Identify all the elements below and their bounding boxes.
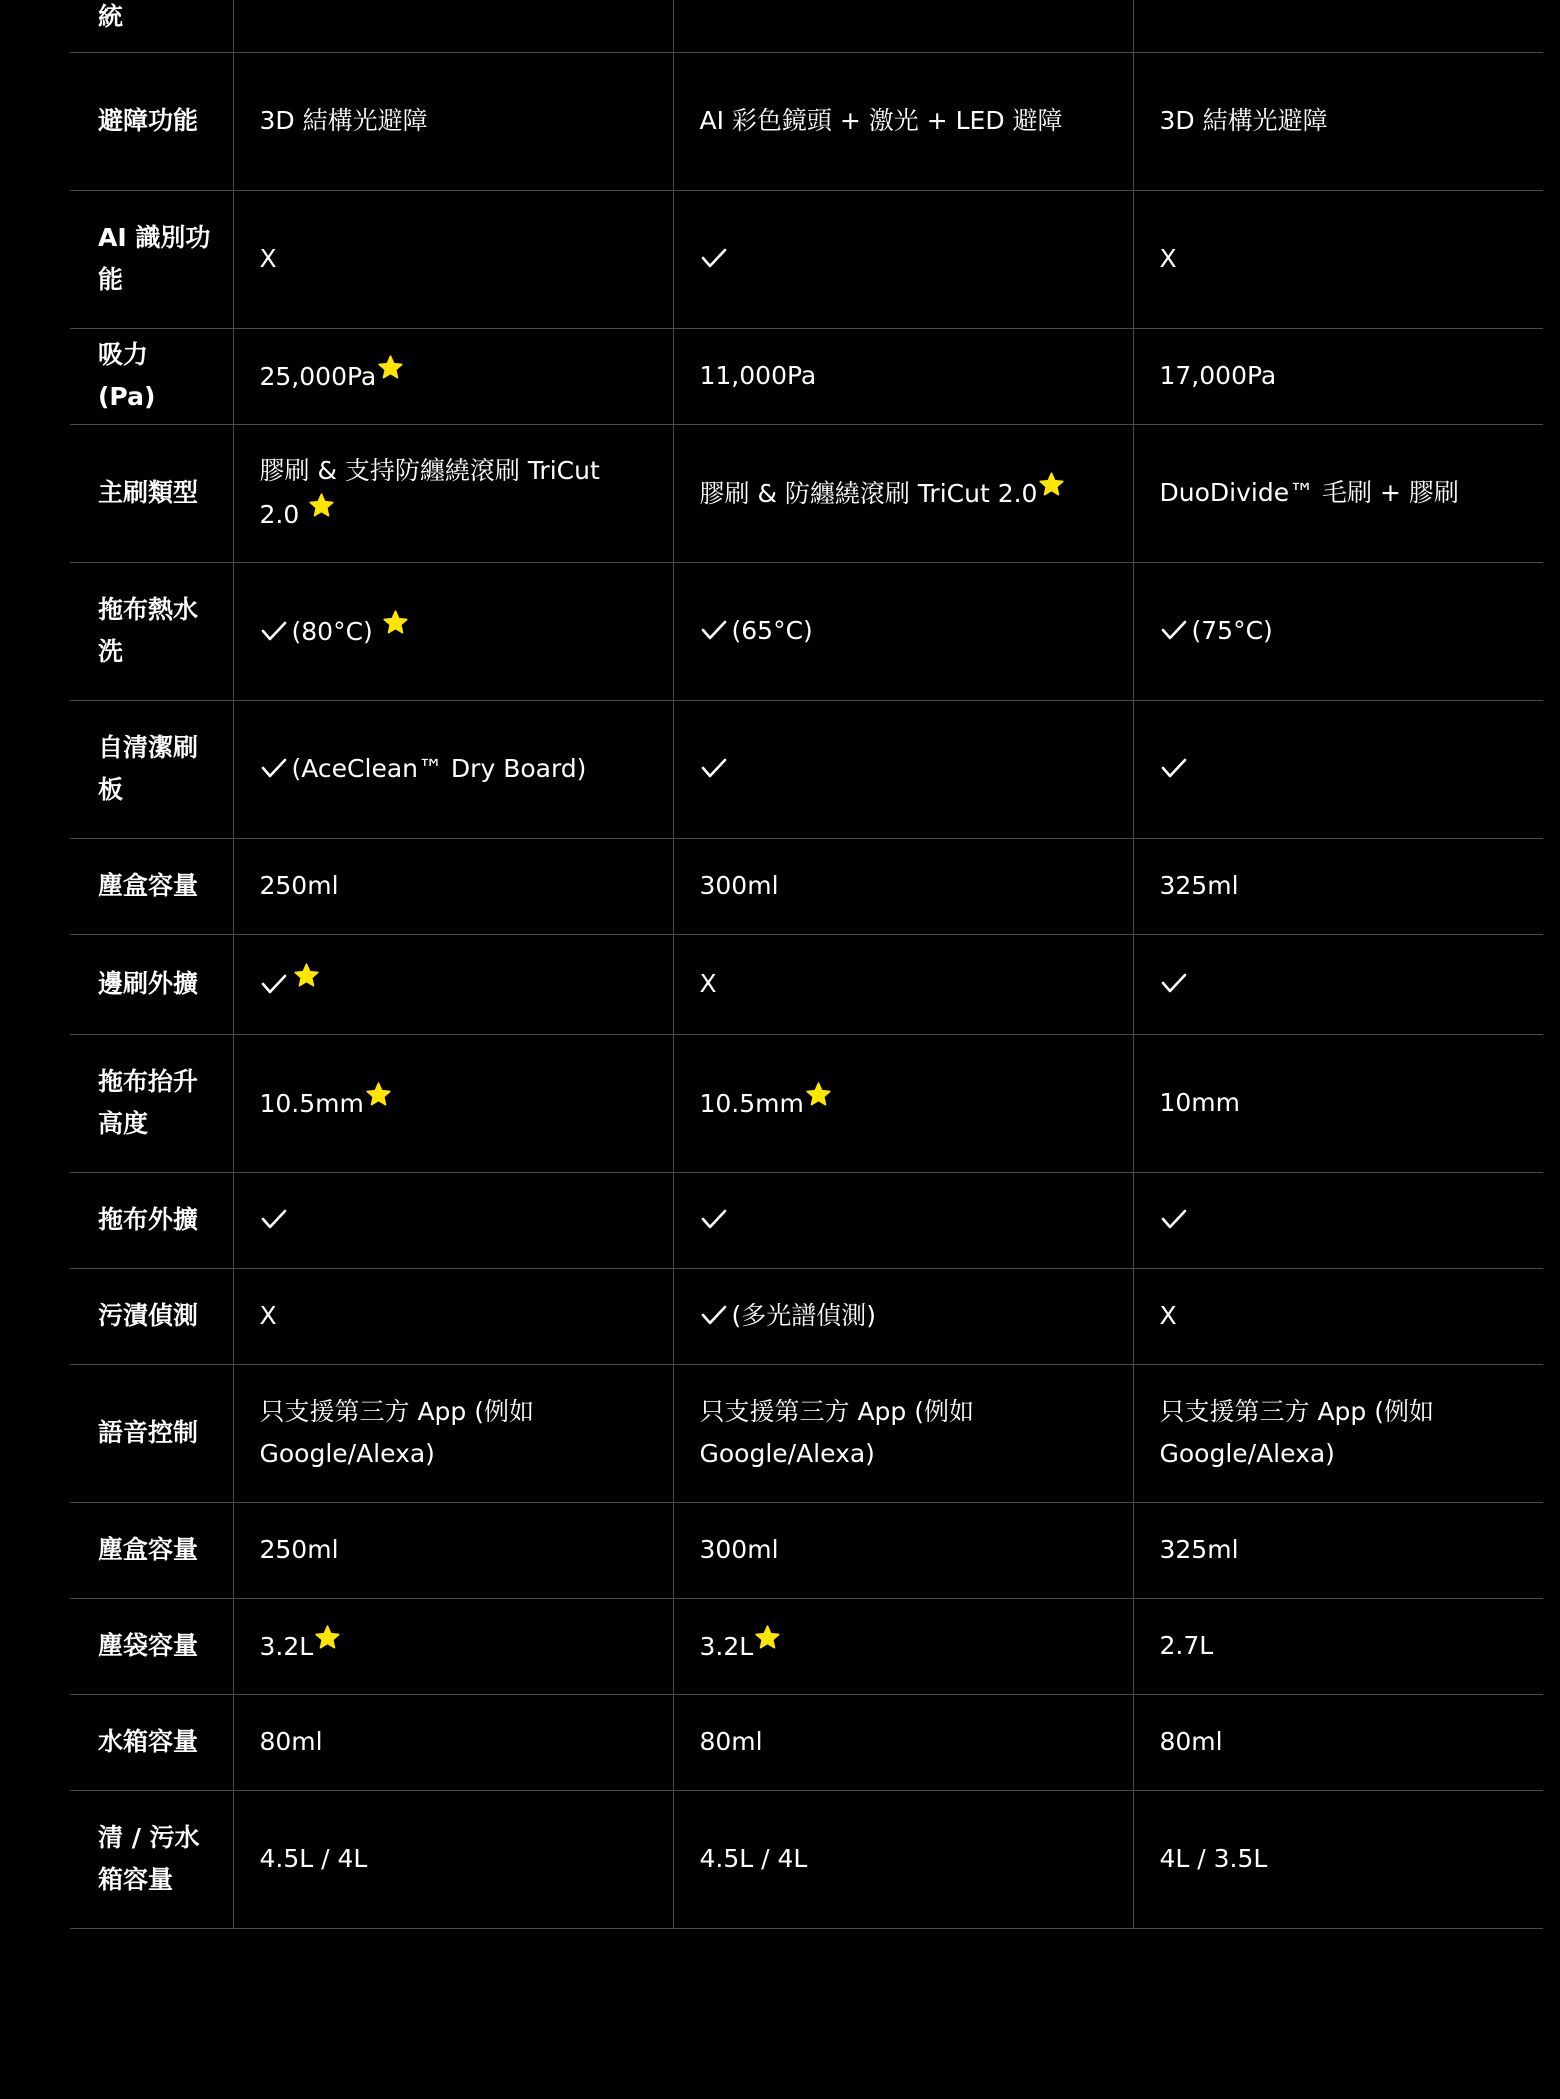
cell-text: 膠刷 & 支持防纏繞滾刷 TriCut 2.0: [259, 456, 600, 529]
row-label-text: AI 識別功能: [98, 223, 211, 294]
cell-text: 只支援第三方 App (例如 Google/Alexa): [699, 1397, 974, 1468]
table-cell: [673, 1598, 1133, 1694]
table-cell: [673, 1694, 1133, 1790]
table-cell: [673, 0, 1133, 52]
table-cell: [1133, 52, 1543, 190]
cell-text: 10mm: [1159, 1088, 1241, 1117]
cell-text: 300ml: [699, 871, 779, 900]
check-icon: [700, 756, 728, 780]
row-label-text: 避障功能: [98, 106, 199, 135]
cell-text: 3.2L: [699, 1632, 754, 1661]
table-cell: [233, 1172, 673, 1268]
row-label: [70, 52, 233, 190]
check-icon: [700, 1303, 728, 1327]
table-cell: [1133, 1172, 1543, 1268]
table-row: [70, 1364, 1543, 1502]
cell-text: (80°C): [291, 617, 381, 646]
table-row: [70, 1268, 1543, 1364]
table-cell: [673, 1502, 1133, 1598]
star-icon: [308, 492, 335, 519]
check-icon: [700, 246, 728, 270]
row-label-text: 清 / 污水箱容量: [98, 1823, 200, 1894]
table-cell: [233, 0, 673, 52]
star-icon: [377, 354, 404, 381]
table-cell: [673, 1034, 1133, 1172]
table-cell: [673, 424, 1133, 562]
table-row: [70, 1790, 1543, 1928]
table-cell: [1133, 838, 1543, 934]
cell-text: DuoDivide™ 毛刷 + 膠刷: [1159, 478, 1459, 507]
table-row: [70, 0, 1543, 52]
cell-text: 25,000Pa: [259, 362, 377, 391]
cell-text: 17,000Pa: [1159, 361, 1277, 390]
check-icon: [1160, 971, 1188, 995]
row-label: [70, 838, 233, 934]
row-label: [70, 562, 233, 700]
row-label-text: 污漬偵測: [98, 1301, 199, 1330]
row-label: [70, 1364, 233, 1502]
cell-text: 80ml: [699, 1727, 763, 1756]
table-cell: [233, 1790, 673, 1928]
table-cell: [1133, 328, 1543, 424]
table-cell: [233, 328, 673, 424]
row-label-text: 語音控制: [98, 1418, 199, 1447]
table-cell: [673, 1268, 1133, 1364]
cell-text: X: [259, 244, 277, 273]
row-label: [70, 934, 233, 1034]
cell-text: (65°C): [731, 616, 813, 645]
cell-text: 3D 結構光避障: [259, 106, 428, 135]
table-row: [70, 1502, 1543, 1598]
cell-text: X: [259, 1301, 277, 1330]
row-label: [70, 1034, 233, 1172]
row-label-text: 吸力 (Pa): [98, 340, 156, 411]
table-row: [70, 328, 1543, 424]
cell-text: 3D 結構光避障: [1159, 106, 1328, 135]
cell-text: 2.7L: [1159, 1631, 1214, 1660]
row-label-text: 統: [98, 1, 124, 31]
table-row: [70, 838, 1543, 934]
cell-text: (AceClean™ Dry Board): [291, 754, 587, 783]
spec-comparison-table: [70, 0, 1543, 1929]
row-label-text: 拖布抬升高度: [98, 1067, 199, 1138]
cell-text: 325ml: [1159, 1535, 1239, 1564]
star-icon: [365, 1081, 392, 1108]
row-label: [70, 424, 233, 562]
table-cell: [1133, 1502, 1543, 1598]
row-label: [70, 1790, 233, 1928]
star-icon: [805, 1081, 832, 1108]
row-label-text: 自清潔刷板: [98, 733, 199, 804]
table-cell: [1133, 1268, 1543, 1364]
table-row: [70, 700, 1543, 838]
row-label: [70, 700, 233, 838]
table-cell: [673, 838, 1133, 934]
table-cell: [233, 838, 673, 934]
star-icon: [1038, 471, 1065, 498]
cell-text: 4.5L / 4L: [699, 1844, 808, 1873]
cell-text: 11,000Pa: [699, 361, 817, 390]
table-cell: [1133, 1694, 1543, 1790]
star-icon: [314, 1624, 341, 1651]
table-cell: [673, 934, 1133, 1034]
table-cell: [1133, 1598, 1543, 1694]
check-icon: [1160, 756, 1188, 780]
cell-text: 10.5mm: [699, 1089, 804, 1118]
check-icon: [260, 1207, 288, 1231]
row-label: [70, 190, 233, 328]
check-icon: [700, 1207, 728, 1231]
cell-text: 3.2L: [259, 1632, 314, 1661]
row-label: [70, 328, 233, 424]
row-label-text: 主刷類型: [98, 478, 199, 507]
row-label-text: 水箱容量: [98, 1727, 199, 1756]
star-icon: [754, 1624, 781, 1651]
check-icon: [260, 619, 288, 643]
table-cell: [233, 1268, 673, 1364]
table-cell: [673, 1364, 1133, 1502]
check-icon: [1160, 1207, 1188, 1231]
cell-text: 只支援第三方 App (例如 Google/Alexa): [259, 1397, 534, 1468]
table-cell: [233, 1034, 673, 1172]
table-row: [70, 52, 1543, 190]
table-cell: [673, 1790, 1133, 1928]
table-cell: [673, 1172, 1133, 1268]
check-icon: [260, 972, 288, 996]
cell-text: 10.5mm: [259, 1089, 364, 1118]
table-row: [70, 1598, 1543, 1694]
table-cell: [233, 424, 673, 562]
table-row: [70, 1694, 1543, 1790]
row-label: [70, 1598, 233, 1694]
spec-table-body: [70, 0, 1543, 1928]
table-row: [70, 562, 1543, 700]
row-label-text: 塵袋容量: [98, 1631, 199, 1660]
table-cell: [1133, 190, 1543, 328]
row-label: [70, 0, 233, 52]
table-cell: [673, 190, 1133, 328]
table-cell: [233, 562, 673, 700]
table-cell: [233, 1364, 673, 1502]
cell-text: X: [699, 969, 717, 998]
cell-text: AI 彩色鏡頭 + 激光 + LED 避障: [699, 106, 1063, 135]
table-cell: [233, 52, 673, 190]
row-label: [70, 1694, 233, 1790]
table-cell: [1133, 1034, 1543, 1172]
cell-text: 80ml: [259, 1727, 323, 1756]
cell-text: 4L / 3.5L: [1159, 1844, 1268, 1873]
table-row: [70, 934, 1543, 1034]
table-cell: [1133, 1790, 1543, 1928]
table-cell: [1133, 700, 1543, 838]
table-cell: [233, 1598, 673, 1694]
table-cell: [1133, 424, 1543, 562]
table-cell: [673, 700, 1133, 838]
row-label-text: 塵盒容量: [98, 1535, 199, 1564]
cell-text: 4.5L / 4L: [259, 1844, 368, 1873]
row-label: [70, 1268, 233, 1364]
check-icon: [700, 618, 728, 642]
cell-text: 只支援第三方 App (例如 Google/Alexa): [1159, 1397, 1434, 1468]
cell-text: 300ml: [699, 1535, 779, 1564]
star-icon: [382, 609, 409, 636]
row-label-text: 塵盒容量: [98, 871, 199, 900]
cell-text: X: [1159, 244, 1177, 273]
table-row: [70, 190, 1543, 328]
row-label-text: 邊刷外擴: [98, 969, 199, 998]
check-icon: [1160, 618, 1188, 642]
row-label-text: 拖布外擴: [98, 1205, 199, 1234]
star-icon: [293, 962, 320, 989]
cell-text: X: [1159, 1301, 1177, 1330]
cell-text: 膠刷 & 防纏繞滾刷 TriCut 2.0: [699, 479, 1038, 508]
cell-text: 80ml: [1159, 1727, 1223, 1756]
table-row: [70, 1172, 1543, 1268]
row-label: [70, 1172, 233, 1268]
check-icon: [260, 756, 288, 780]
cell-text: 325ml: [1159, 871, 1239, 900]
row-label: [70, 1502, 233, 1598]
cell-text: (多光譜偵測): [731, 1301, 877, 1330]
table-cell: [1133, 0, 1543, 52]
table-cell: [673, 52, 1133, 190]
table-cell: [1133, 1364, 1543, 1502]
table-row: [70, 1034, 1543, 1172]
table-cell: [233, 1694, 673, 1790]
table-cell: [1133, 934, 1543, 1034]
cell-text: 250ml: [259, 1535, 339, 1564]
row-label-text: 拖布熱水洗: [98, 595, 199, 666]
cell-text: (75°C): [1191, 616, 1273, 645]
table-cell: [233, 700, 673, 838]
table-cell: [673, 562, 1133, 700]
cell-text: 250ml: [259, 871, 339, 900]
table-row: [70, 424, 1543, 562]
table-cell: [1133, 562, 1543, 700]
table-cell: [233, 934, 673, 1034]
table-cell: [233, 1502, 673, 1598]
table-cell: [673, 328, 1133, 424]
table-cell: [233, 190, 673, 328]
